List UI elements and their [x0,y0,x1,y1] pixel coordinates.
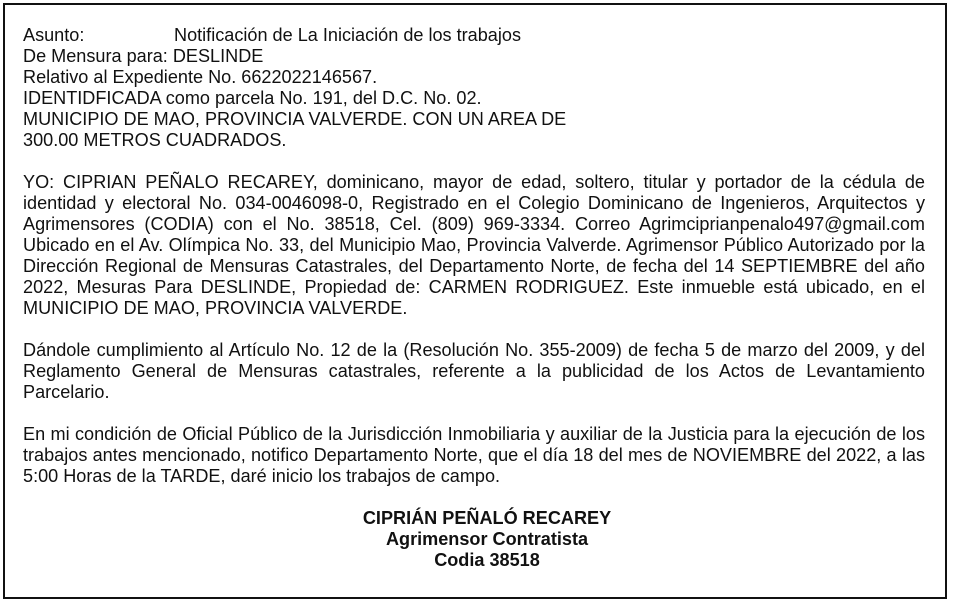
header-line-municipio: MUNICIPIO DE MAO, PROVINCIA VALVERDE. CON UN AREA DE [23,109,567,129]
header-line-area: 300.00 METROS CUADRADOS. [23,130,287,150]
legal-notice [3,3,947,599]
signature-title: Agrimensor Contratista [385,529,589,549]
paragraph-declaration: YO: CIPRIAN PEÑALO RECAREY, dominicano, mayor de edad, soltero, titular y portador de la cédula de identidad y electoral No. 034-0046098-0, Registrado en el Colegio Dominicano de Ingenieros, Arquitectos y Agrimensores (CODIA) con el No. 38518, Cel. (809) 969-3334. Correo Agrimciprianpenalo497@gmail.com Ubicado en el Av. Olímpica No. 33, del Municipio Mao, Provincia Valverde. Agrimensor Público Autorizado por la Dirección Regional de Mensuras Catastrales, del Departamento Norte, de fecha del 14 SEPTIEMBRE del año 2022, Mesuras Para DESLINDE, Propiedad de: CARMEN RODRIGUEZ. Este inmueble está ubicado, en el MUNICIPIO DE MAO, PROVINCIA VALVERDE. [23,172,925,318]
header-line-expediente: Relativo al Expediente No. 6622022146567. [23,67,378,87]
subject-text: Notificación de La Iniciación de los trabajos [174,25,521,45]
paragraph-notification: En mi condición de Oficial Público de la Jurisdicción Inmobiliaria y auxiliar de la Justicia para la ejecución de los trabajos antes mencionado, notifico Departamento Norte, que el día 18 del mes de NOVIEMBRE del 2022, a las 5:00 Horas de la TARDE, daré inicio los trabajos de campo. [23,424,925,486]
signature-license: Codia 38518 [434,550,540,570]
notice-header [23,25,925,151]
subject-label: Asunto: [23,25,85,45]
paragraph-legal-basis: Dándole cumplimiento al Artículo No. 12 de la (Resolución No. 355-2009) de fecha 5 de marzo del 2009, y del Reglamento General de Mensuras catastrales, referente a la publicidad de los Actos de Levantamiento Parcelario. [23,340,925,402]
signature-name: CIPRIÁN PEÑALÓ RECAREY [362,508,612,528]
header-line-survey-type: De Mensura para: DESLINDE [23,46,264,66]
subject-line [23,25,925,46]
signature-block [23,508,925,571]
header-line-parcela: IDENTIDFICADA como parcela No. 191, del D.C. No. 02. [23,88,482,108]
